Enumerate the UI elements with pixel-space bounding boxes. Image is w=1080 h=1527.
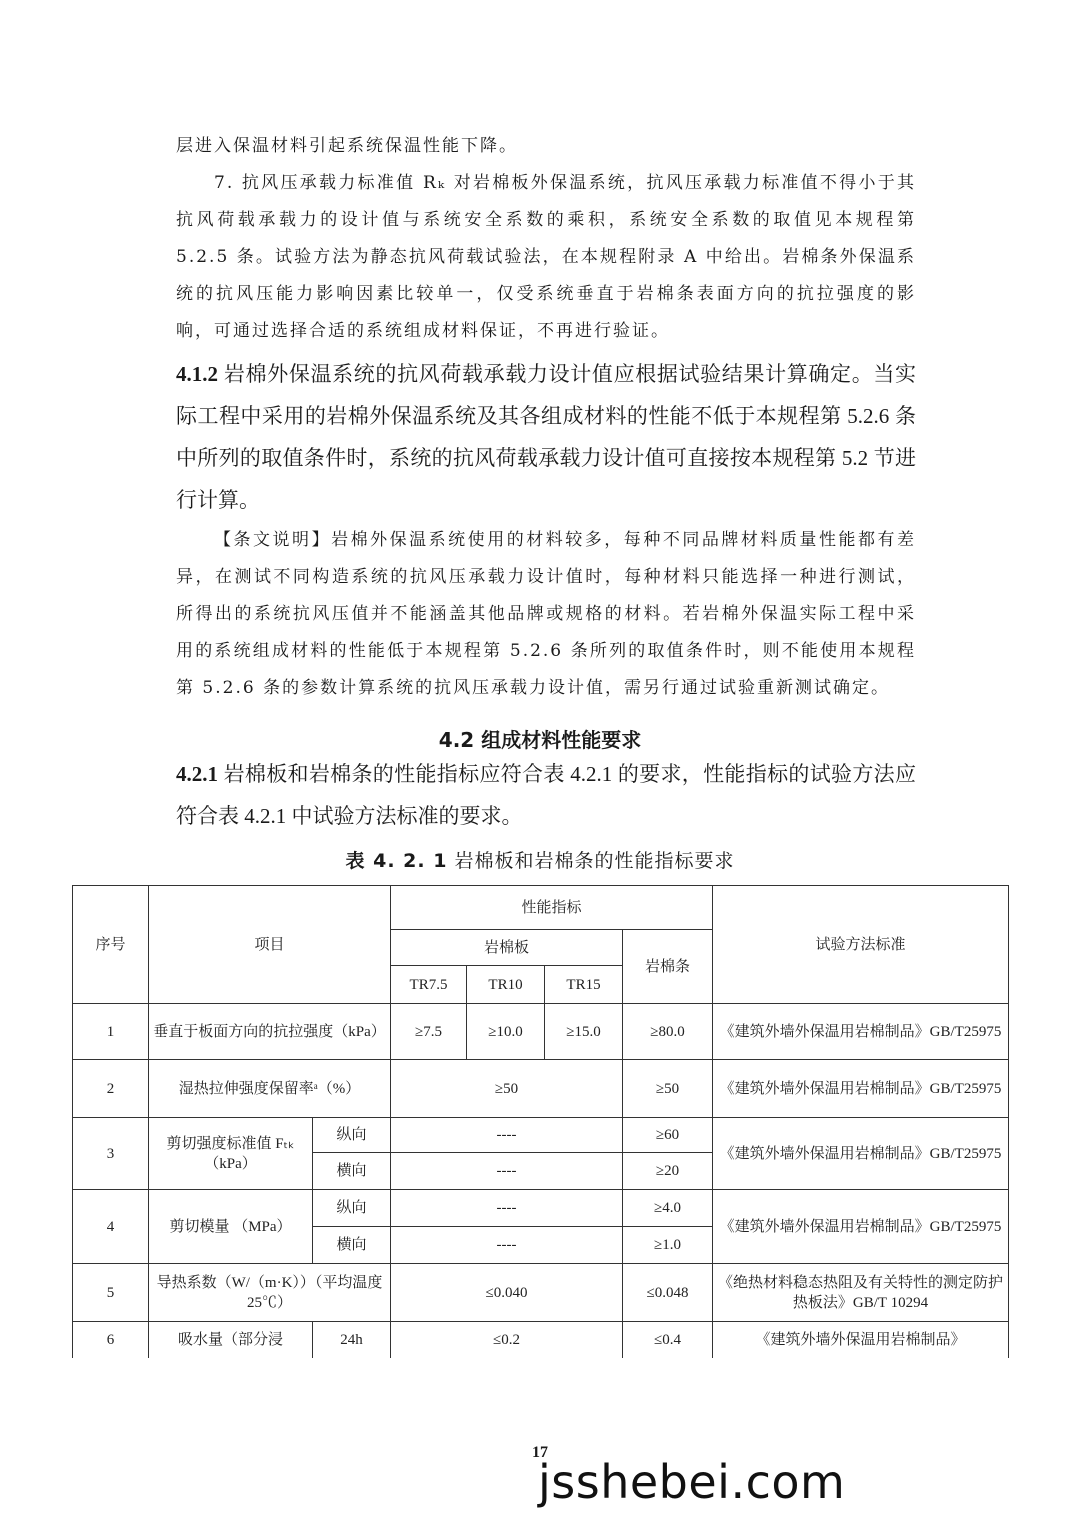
cell-no: 5 — [73, 1264, 149, 1322]
header-rock-wool-board: 岩棉板 — [391, 930, 623, 966]
cell-no: 4 — [73, 1190, 149, 1264]
cell-item: 剪切模量 （MPa） — [149, 1190, 313, 1264]
cell-no: 2 — [73, 1060, 149, 1118]
cell-method: 《绝热材料稳态热阻及有关特性的测定防护热板法》GB/T 10294 — [713, 1264, 1009, 1322]
section-heading: 4.2 组成材料性能要求 — [438, 728, 642, 752]
header-rock-wool-strip: 岩棉条 — [623, 930, 713, 1004]
cell-strip: ≥50 — [623, 1060, 713, 1118]
cell-board: ---- — [391, 1227, 623, 1264]
header-performance: 性能指标 — [391, 886, 713, 930]
table-row — [73, 1060, 1009, 1118]
header-tr15: TR15 — [545, 966, 623, 1004]
cell-strip: ≥1.0 — [623, 1227, 713, 1264]
table-row — [73, 1264, 1009, 1322]
cell-duration: 24h — [313, 1322, 391, 1359]
cell-method: 《建筑外墙外保温用岩棉制品》GB/T25975 — [713, 1060, 1009, 1118]
cell-board: ---- — [391, 1153, 623, 1190]
cell-strip: ≥60 — [623, 1118, 713, 1153]
table-row — [73, 1118, 1009, 1153]
table-row — [73, 1322, 1009, 1359]
cell-method: 《建筑外墙外保温用岩棉制品》 — [713, 1322, 1009, 1359]
cell-item: 垂直于板面方向的抗拉强度（kPa） — [149, 1004, 391, 1060]
cell-strip: ≥80.0 — [623, 1004, 713, 1060]
cell-tr10: ≥10.0 — [467, 1004, 545, 1060]
cell-direction: 纵向 — [313, 1190, 391, 1227]
cell-tr75: ≥7.5 — [391, 1004, 467, 1060]
watermark: jsshebei.com — [538, 1455, 846, 1509]
cell-no: 6 — [73, 1322, 149, 1359]
clause-4-2-1 — [176, 753, 916, 837]
cell-direction: 横向 — [313, 1227, 391, 1264]
table-row — [73, 1190, 1009, 1227]
cell-method: 《建筑外墙外保温用岩棉制品》GB/T25975 — [713, 1190, 1009, 1264]
cell-board: ---- — [391, 1118, 623, 1153]
header-tr10: TR10 — [467, 966, 545, 1004]
page-number: 17 — [532, 1444, 548, 1461]
paragraph-item-7: 7. 抗风压承载力标准值 Rₖ 对岩棉板外保温系统，抗风压承载力标准值不得小于其抗风荷载承载力的设计值与系统安全系数的乘积，系统安全系数的取值见本规程第 5.2.5 条。试验方法为静态抗风荷载试验法，在本规程附录 A 中给出。岩棉条外保温系统的抗风压能力影响因素比较单一，仅受系统垂直于岩棉条表面方向的抗拉强度的影响，可通过选择合适的系统组成材料保证，不再进行验证。 — [176, 173, 916, 341]
clause-number: 4.2.1 — [176, 762, 218, 786]
paragraph-continuation: 层进入保温材料引起系统保温性能下降。 — [176, 136, 518, 156]
clause-text: 岩棉外保温系统的抗风荷载承载力设计值应根据试验结果计算确定。当实际工程中采用的岩棉外保温系统及其各组成材料的性能不低于本规程第 5.2.6 条中所列的取值条件时，系统的抗风荷载承载力设计值可直接按本规程第 5.2 节进行计算。 — [176, 362, 916, 512]
header-seq: 序号 — [73, 886, 149, 1004]
cell-item: 吸水量（部分浸 — [149, 1322, 313, 1359]
cell-strip: ≥4.0 — [623, 1190, 713, 1227]
clause-text: 岩棉板和岩棉条的性能指标应符合表 4.2.1 的要求，性能指标的试验方法应符合表 4.2.1 中试验方法标准的要求。 — [176, 762, 916, 828]
table-row — [73, 1004, 1009, 1060]
performance-table — [72, 885, 1009, 1359]
clause-number: 4.1.2 — [176, 362, 218, 386]
cell-board: ≤0.040 — [391, 1264, 623, 1322]
cell-method: 《建筑外墙外保温用岩棉制品》GB/T25975 — [713, 1118, 1009, 1190]
header-tr75: TR7.5 — [391, 966, 467, 1004]
cell-strip: ≤0.048 — [623, 1264, 713, 1322]
cell-method: 《建筑外墙外保温用岩棉制品》GB/T25975 — [713, 1004, 1009, 1060]
clause-explanation: 【条文说明】岩棉外保温系统使用的材料较多，每种不同品牌材料质量性能都有差异，在测试不同构造系统的抗风压承载力设计值时，每种材料只能选择一种进行测试，所得出的系统抗风压值并不能涵盖其他品牌或规格的材料。若岩棉外保温实际工程中采用的系统组成材料的性能低于本规程第 5.2.6 条所列的取值条件时，则不能使用本规程第 5.2.6 条的参数计算系统的抗风压承载力设计值，需另行通过试验重新测试确定。 — [176, 530, 916, 698]
cell-strip: ≥20 — [623, 1153, 713, 1190]
cell-item: 导热系数（W/（m·K））（平均温度 25℃） — [149, 1264, 391, 1322]
cell-board: ≥50 — [391, 1060, 623, 1118]
cell-no: 3 — [73, 1118, 149, 1190]
table-caption — [0, 846, 1080, 873]
table-header-row — [73, 886, 1009, 930]
cell-strip: ≤0.4 — [623, 1322, 713, 1359]
cell-direction: 横向 — [313, 1153, 391, 1190]
header-item: 项目 — [149, 886, 391, 1004]
table-cutoff — [72, 1358, 1010, 1362]
cell-direction: 纵向 — [313, 1118, 391, 1153]
header-test-method: 试验方法标准 — [713, 886, 1009, 1004]
table-caption-number: 表 4. 2. 1 — [345, 850, 448, 872]
cell-board: ---- — [391, 1190, 623, 1227]
cell-tr15: ≥15.0 — [545, 1004, 623, 1060]
cell-board: ≤0.2 — [391, 1322, 623, 1359]
table-caption-text: 岩棉板和岩棉条的性能指标要求 — [447, 850, 735, 872]
clause-4-1-2 — [176, 353, 916, 521]
cell-no: 1 — [73, 1004, 149, 1060]
cell-item: 湿热拉伸强度保留率ᵃ（%） — [149, 1060, 391, 1118]
cell-item: 剪切强度标准值 Fₜₖ（kPa） — [149, 1118, 313, 1190]
